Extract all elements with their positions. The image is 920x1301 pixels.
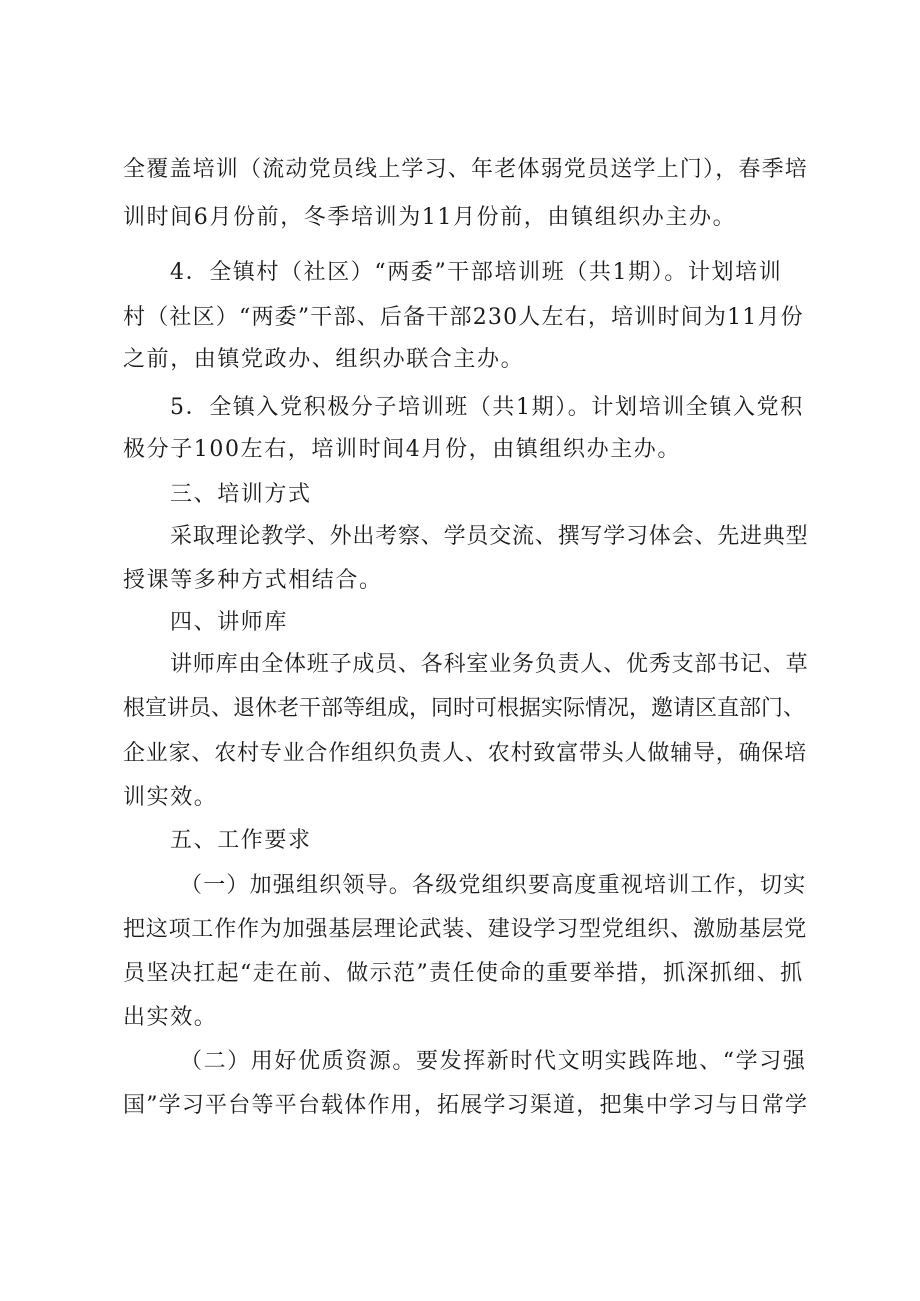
- text-line: 训实效。: [123, 785, 218, 810]
- text-line: 企业家、农村专业合作组织负责人、农村致富带头人做辅导，确保培: [123, 741, 808, 766]
- text-line: 授课等多种方式相结合。: [123, 568, 383, 593]
- text-line: 训时间6月份前，冬季培训为11月份前，由镇组织办主办。: [123, 205, 737, 230]
- text-line: 4．全镇村（社区）“两委”干部培训班（共1期）。计划培训: [170, 260, 783, 285]
- text-line: 极分子100左右，培训时间4月份，由镇组织办主办。: [123, 437, 681, 462]
- section-heading: 五、工作要求: [170, 828, 312, 853]
- text-line: 5．全镇入党积极分子培训班（共1期）。计划培训全镇入党积: [170, 395, 804, 420]
- text-line: 讲师库由全体班子成员、各科室业务负责人、优秀支部书记、草: [170, 652, 809, 677]
- text-line: 出实效。: [123, 1005, 218, 1030]
- text-line: 把这项工作作为加强基层理论武装、建设学习型党组织、激励基层党: [123, 917, 808, 942]
- section-heading: 三、培训方式: [170, 482, 312, 507]
- text-line: 之前，由镇党政办、组织办联合主办。: [123, 347, 525, 372]
- text-line: 国”学习平台等平台载体作用，拓展学习渠道，把集中学习与日常学: [123, 1093, 809, 1118]
- section-heading: 四、讲师库: [170, 610, 289, 635]
- text-line: （二）用好优质资源。要发挥新时代文明实践阵地、“学习强: [180, 1049, 807, 1074]
- text-line: 员坚决扛起“走在前、做示范”责任使命的重要举措，抓深抓细、抓: [123, 961, 804, 986]
- text-line: （一）加强组织领导。各级党组织要高度重视培训工作，切实: [180, 873, 807, 898]
- text-line: 采取理论教学、外出考察、学员交流、撰写学习体会、先进典型: [170, 524, 809, 549]
- text-line: 根宣讲员、退休老干部等组成，同时可根据实际情况，邀请区直部门、: [123, 696, 806, 721]
- text-line: 村（社区）“两委”干部、后备干部230人左右，培训时间为11月份: [123, 305, 804, 330]
- text-line: 全覆盖培训（流动党员线上学习、年老体弱党员送学上门），春季培: [123, 157, 809, 182]
